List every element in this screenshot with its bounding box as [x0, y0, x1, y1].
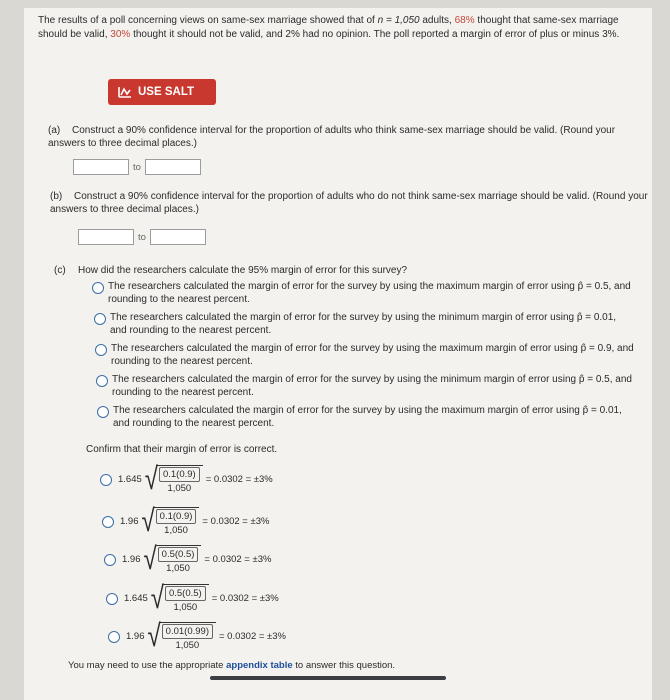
radio-button[interactable] — [92, 282, 104, 294]
part-a-lower-input[interactable] — [73, 159, 129, 175]
sqrt-expression: √ $\frac{0.01(0.99)}{1,050}$ — [148, 622, 216, 651]
formula-option-3[interactable]: 1.96 √ $\frac{0.5(0.5)}{1,050}$ = 0.0302 = ±3% — [104, 545, 271, 574]
use-salt-button[interactable] — [108, 79, 216, 105]
part-b-question: (b) Construct a 90% confidence interval for the proportion of adults who do not think same-sex marriage should be valid. (Round your answers to three decimal places.) — [50, 191, 648, 215]
part-b-upper-input[interactable] — [150, 229, 206, 245]
option-4[interactable]: The researchers calculated the margin of error for the survey by using the minimum margin of error using p̂ = 0.5, and rounding to the nearest percent. — [96, 373, 636, 399]
part-a-answer-row — [73, 159, 201, 175]
option-3[interactable]: The researchers calculated the margin of error for the survey by using the maximum margin of error using p̂ = 0.9, and rounding to the nearest percent. — [95, 342, 635, 368]
part-b-lower-input[interactable] — [78, 229, 134, 245]
to-label: to — [138, 231, 146, 243]
radio-button[interactable] — [108, 631, 120, 643]
appendix-table-link[interactable]: appendix table — [226, 660, 293, 671]
radio-button[interactable] — [102, 516, 114, 528]
option-2[interactable]: The researchers calculated the margin of error for the survey by using the minimum margin of error using p̂ = 0.01, and rounding to the nearest percent. — [94, 311, 634, 337]
part-b-answer-row — [78, 229, 206, 245]
radio-button[interactable] — [95, 344, 107, 356]
salt-chart-icon — [118, 86, 132, 98]
footer-note: You may need to use the appropriate appendix table to answer this question. — [68, 660, 396, 671]
formula-option-5[interactable]: 1.96 √ $\frac{0.01(0.99)}{1,050}$ = 0.0302 = ±3% — [108, 622, 286, 651]
part-c-question: (c) How did the researchers calculate the 95% margin of error for this survey? — [54, 265, 408, 276]
part-a-upper-input[interactable] — [145, 159, 201, 175]
scroll-indicator — [210, 676, 446, 680]
radio-button[interactable] — [104, 554, 116, 566]
radio-button[interactable] — [106, 593, 118, 605]
salt-button-label: USE SALT — [138, 86, 195, 98]
radio-button[interactable] — [97, 406, 109, 418]
option-5[interactable]: The researchers calculated the margin of error for the survey by using the maximum margin of error using p̂ = 0.01, and rounding to the nearest percent. — [97, 404, 637, 430]
sqrt-expression: √ $\frac{0.5(0.5)}{1,050}$ — [151, 584, 209, 613]
confirm-text: Confirm that their margin of error is correct. — [86, 444, 278, 455]
intro-text: The results of a poll concerning views on same-sex marriage showed that of n = 1,050 adults, 68% thought that same-sex marriage should be valid, 30% thought it should not be valid, and 2% had no opinion. The poll reported a margin of error of plus or minus 3%. — [38, 15, 620, 40]
formula-option-4[interactable]: 1.645 √ $\frac{0.5(0.5)}{1,050}$ = 0.0302 = ±3% — [106, 584, 279, 613]
option-1[interactable]: The researchers calculated the margin of error for the survey by using the maximum margin of error using p̂ = 0.5, and rounding to the nearest percent. — [92, 280, 632, 306]
radio-button[interactable] — [100, 474, 112, 486]
sqrt-expression: √ $\frac{0.1(0.9)}{1,050}$ — [145, 465, 203, 494]
formula-option-1[interactable]: 1.645 √ $\frac{0.1(0.9)}{1,050}$ = 0.0302 = ±3% — [100, 465, 273, 494]
radio-button[interactable] — [94, 313, 106, 325]
sqrt-expression: √ $\frac{0.5(0.5)}{1,050}$ — [144, 545, 202, 574]
part-a-question: (a) Construct a 90% confidence interval for the proportion of adults who think same-sex marriage should be valid. (Round your answers to three decimal places.) — [48, 125, 616, 149]
to-label: to — [133, 161, 141, 173]
radio-button[interactable] — [96, 375, 108, 387]
sqrt-expression: √ $\frac{0.1(0.9)}{1,050}$ — [142, 507, 200, 536]
formula-option-2[interactable]: 1.96 √ $\frac{0.1(0.9)}{1,050}$ = 0.0302 = ±3% — [102, 507, 269, 536]
